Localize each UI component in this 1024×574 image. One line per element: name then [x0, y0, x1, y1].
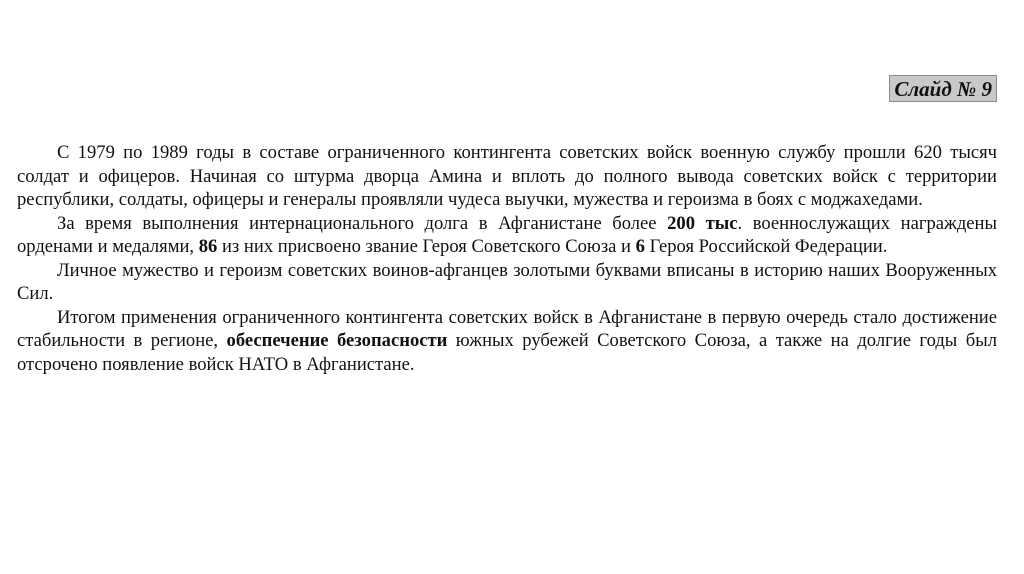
paragraph-4-bold-security: обеспечение безопасности [226, 330, 448, 351]
paragraph-2-text-3: из них присвоено звание Героя Советского Союза и [217, 236, 636, 257]
paragraph-2-text-2: . военнослужащих награждены орденами и медалями, [17, 212, 998, 257]
paragraph-2 [17, 212, 997, 259]
paragraph-4-text-2: южных рубежей Советского Союза, а также на долгие годы был отсрочено появление войск НАТО в Афганистане. [17, 330, 997, 375]
paragraph-1 [17, 141, 997, 212]
paragraph-4 [17, 306, 997, 377]
slide-number-label: Слайд № 9 [889, 75, 997, 102]
paragraph-2-bold-count-heroes-ussr: 86 [198, 236, 218, 257]
paragraph-2-bold-count-heroes-rf: 6 [635, 236, 645, 257]
paragraph-3-text: Личное мужество и героизм советских воинов-афганцев золотыми буквами вписаны в историю наших Вооруженных Сил. [17, 259, 997, 304]
paragraph-2-text-1: За время выполнения интернационального долга в Афганистане более [57, 212, 668, 234]
slide-body-text [17, 141, 997, 376]
paragraph-3 [17, 259, 997, 306]
paragraph-1-text: С 1979 по 1989 годы в составе ограниченного контингента советских войск военную службу прошли 620 тысяч солдат и офицеров. Начиная со штурма дворца Амина и вплоть до полного вывода советских войск с территории республики, солдаты, офицеры и генералы проявляли чудеса выучки, мужества и героизма в боях с моджахедами. [17, 142, 997, 210]
paragraph-4-text-1: Итогом применения ограниченного контингента советских войск в Афганистане в первую очередь стало достижение стабильности в регионе, [17, 306, 997, 351]
paragraph-2-text-4: Героя Российской Федерации. [644, 236, 888, 257]
paragraph-2-bold-count-awarded: 200 тыс [667, 212, 738, 234]
